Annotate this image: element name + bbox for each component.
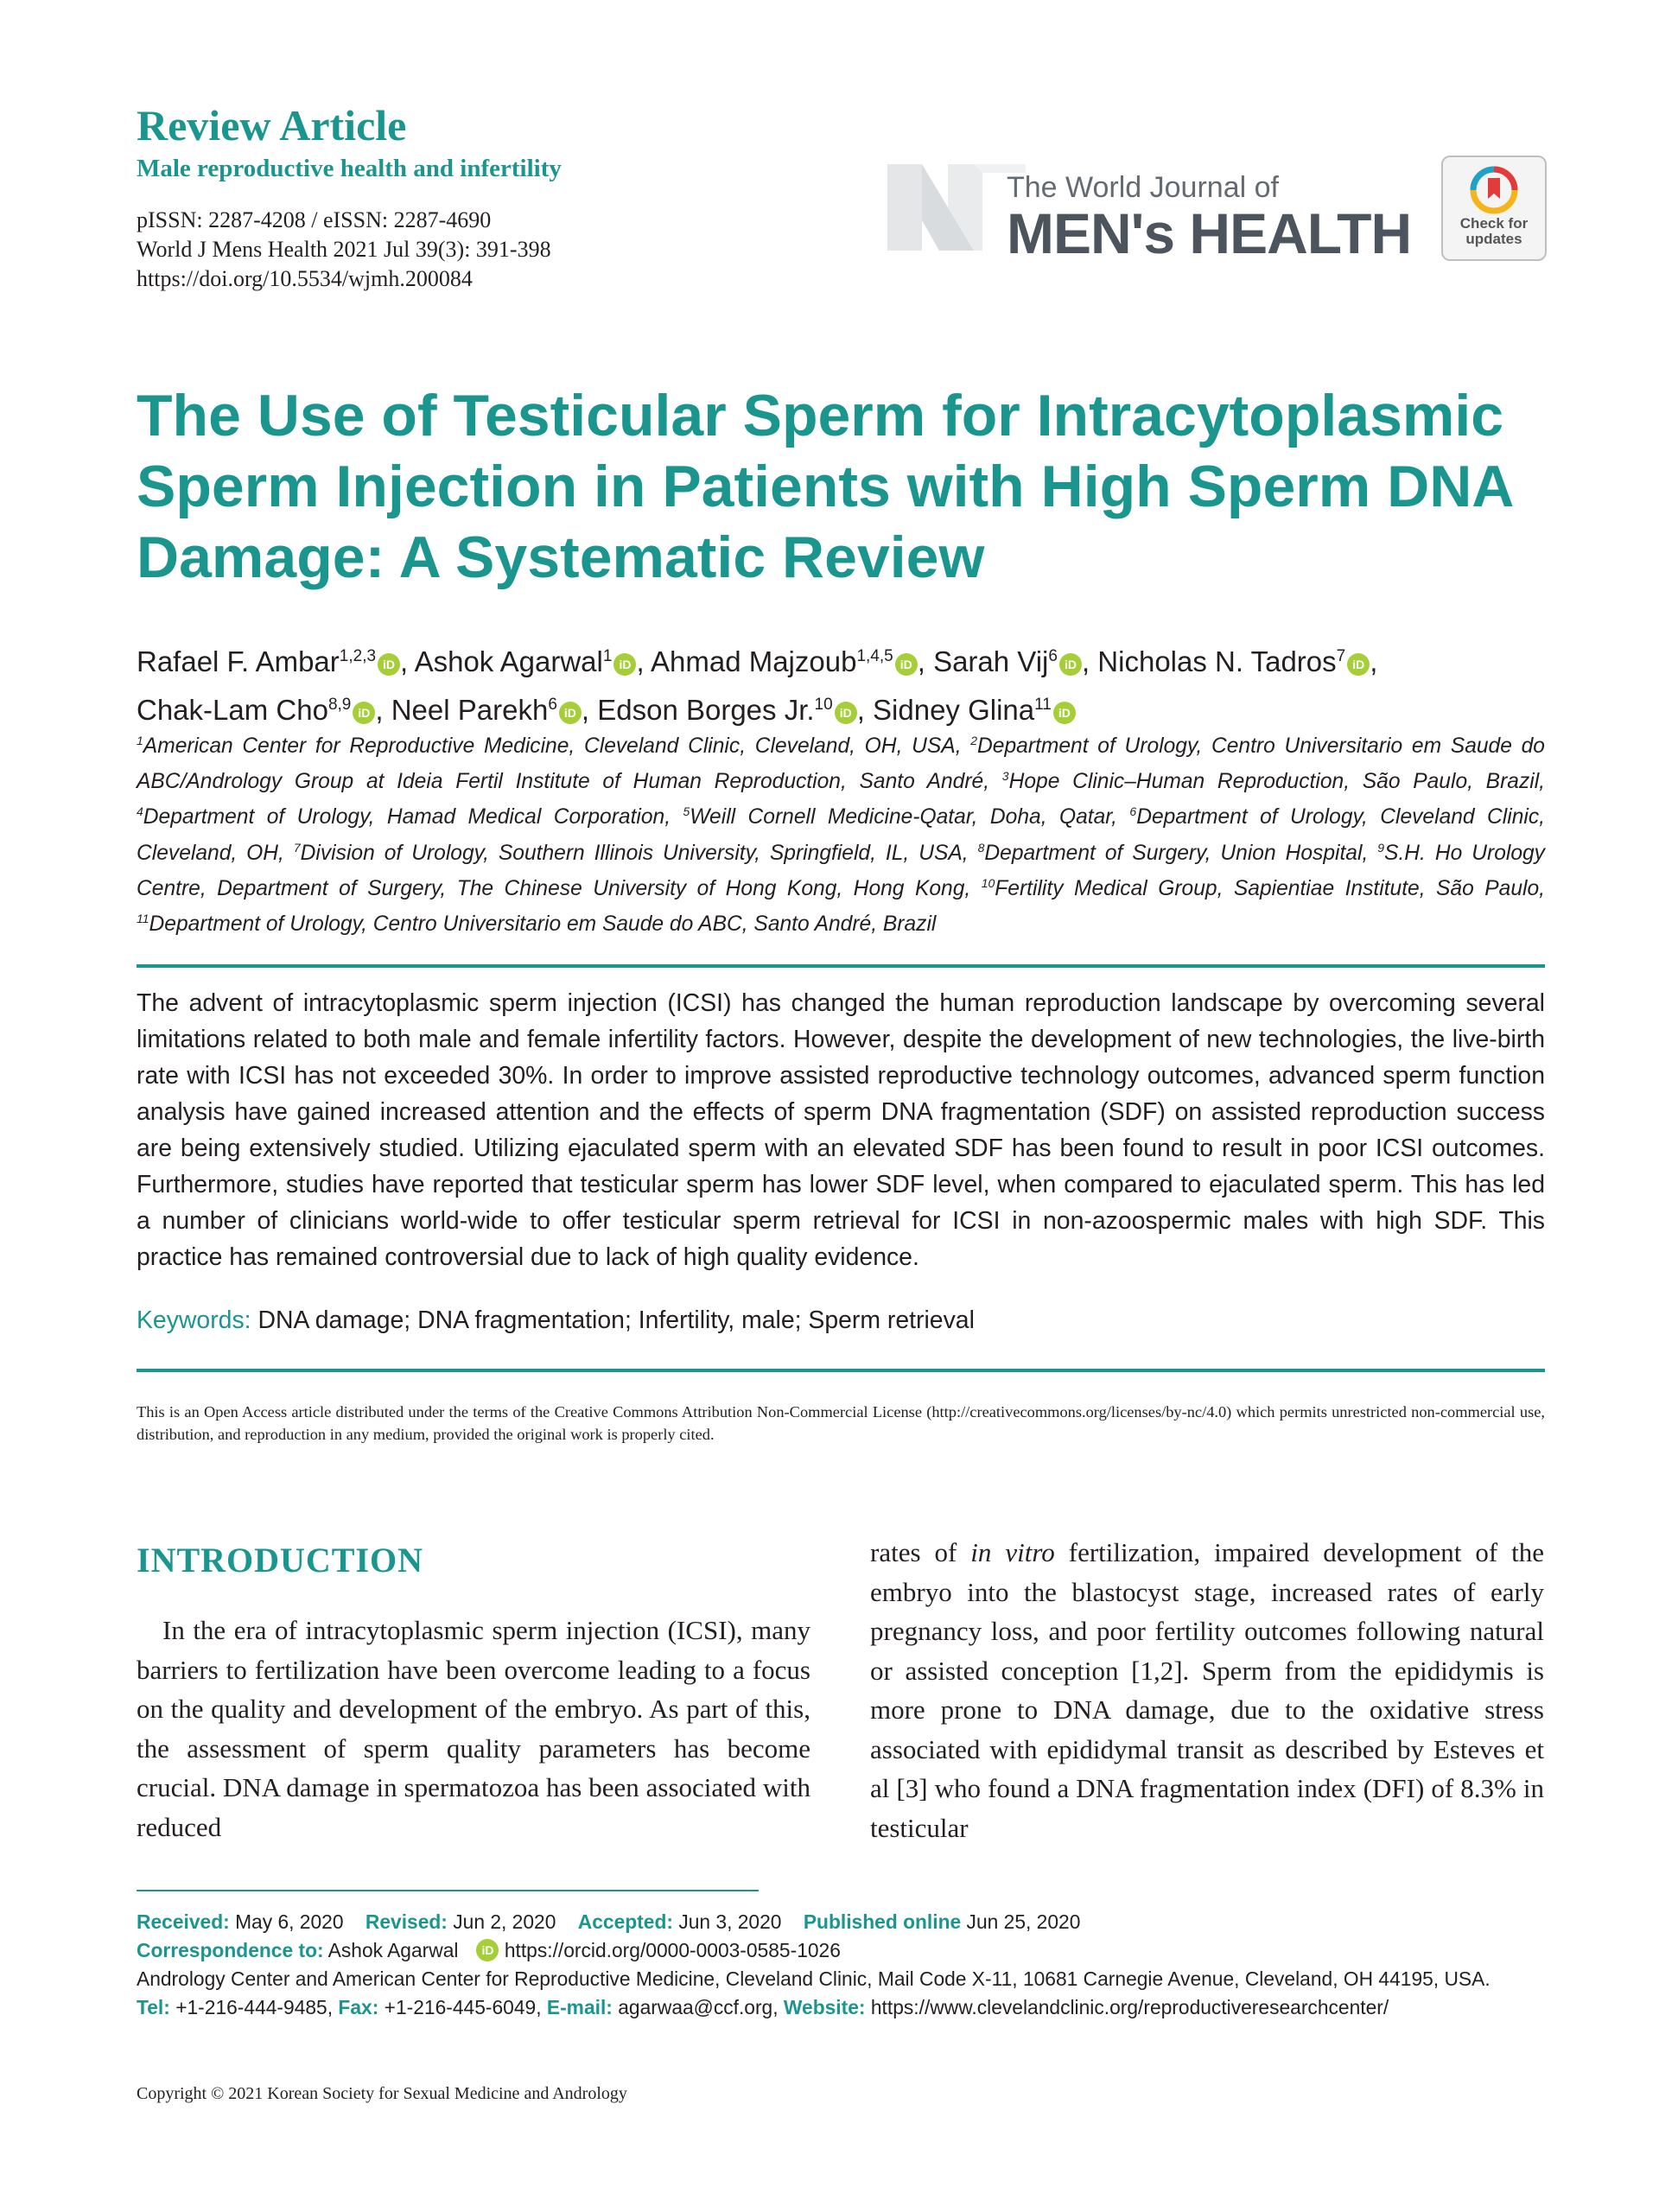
affiliation-text: Weill Cornell Medicine-Qatar, Doha, Qatar, — [690, 805, 1130, 830]
affiliation-text: Department of Urology, Cleveland Clinic, Cleveland, OH, — [137, 805, 1545, 865]
orcid-link[interactable]: https://orcid.org/0000-0003-0585-1026 — [504, 1939, 841, 1961]
author-name: Ashok Agarwal — [414, 645, 603, 677]
author-affiliation-number: 6 — [1048, 647, 1058, 665]
affiliation-number: 3 — [1001, 769, 1009, 784]
journal-logo-mark — [887, 156, 1026, 259]
affiliation-text: Division of Urology, Southern Illinois University, Springfield, IL, USA, — [300, 841, 978, 865]
author — [597, 694, 873, 726]
keywords-line — [137, 1303, 1545, 1338]
copyright-notice: Copyright © 2021 Korean Society for Sexual Medicine and Andrology — [137, 2084, 627, 2103]
intro-right-column: rates of in vitro fertilization, impaired development of the embryo into the blastocyst stage, increased rates of early pregnancy loss, and poor fertility outcomes following natural or assisted conception [1,2]. Sperm from the epididymis is more prone to DNA damage, due to the oxidative stress associated with epididymal transit as described by Esteves et al [3] who found a DNA fragmentation index (DFI) of 8.3% in testicular — [870, 1537, 1545, 1843]
author-affiliation-number: 1,4,5 — [856, 647, 893, 665]
author-separator: , — [856, 694, 874, 726]
journal-logo — [887, 156, 1423, 265]
author — [137, 694, 391, 726]
published-date: Jun 25, 2020 — [966, 1910, 1081, 1933]
orcid-icon[interactable]: iD — [895, 653, 918, 676]
affiliation-number: 6 — [1129, 804, 1137, 819]
publication-info — [137, 206, 828, 294]
issn-line: pISSN: 2287-4208 / eISSN: 2287-4690 — [137, 207, 492, 232]
section-heading-introduction: INTRODUCTION — [137, 1541, 424, 1580]
doi-link[interactable]: https://doi.org/10.5534/wjmh.200084 — [137, 266, 473, 291]
author-name: Rafael F. Ambar — [137, 645, 340, 677]
keywords-label: Keywords: — [137, 1306, 251, 1334]
author-separator: , — [1370, 645, 1378, 677]
orcid-icon[interactable]: iD — [476, 1939, 499, 1961]
author-affiliation-number: 1 — [602, 647, 613, 665]
affiliation-number: 7 — [293, 840, 301, 855]
accepted-date: Jun 3, 2020 — [678, 1910, 782, 1933]
affiliation-text: Department of Urology, Centro Universitario em Saude do ABC, Santo André, Brazil — [149, 912, 937, 937]
author — [651, 645, 933, 677]
intro-left-column: In the era of intracytoplasmic sperm injection (ICSI), many barriers to fertilization have been overcome leading to a focus on the quality and development of the embryo. As part of this, the assessment of sperm quality parameters has become crucial. DNA damage in spermatozoa has been associated with reduced — [137, 1615, 810, 1842]
author-name: Sarah Vij — [933, 645, 1049, 677]
author — [415, 645, 651, 677]
author-name: Nicholas N. Tadros — [1097, 645, 1337, 677]
author-affiliation-number: 11 — [1034, 696, 1052, 714]
author-separator: , — [636, 645, 651, 677]
author-separator: , — [581, 694, 598, 726]
affiliation-number: 10 — [981, 875, 995, 890]
author — [391, 694, 598, 726]
author-name: Sidney Glina — [873, 694, 1035, 726]
affiliation-number: 8 — [977, 840, 985, 855]
author — [1097, 645, 1377, 677]
correspondence-address: Andrology Center and American Center for Reproductive Medicine, Cleveland Clinic, Mail Code X-11, 10681 Carnegie Avenue, Cleveland, OH 44195, USA. — [137, 1967, 1491, 1990]
header-block — [137, 102, 828, 294]
website-link[interactable]: https://www.clevelandclinic.org/reproductiveresearchcenter/ — [870, 1996, 1389, 2018]
author-name: Ahmad Majzoub — [650, 645, 857, 677]
journal-name-line2: MEN's HEALTH — [1007, 201, 1412, 265]
author-affiliation-number: 7 — [1336, 647, 1346, 665]
italic-in-vitro: in vitro — [970, 1537, 1055, 1567]
abstract-bottom-rule — [137, 1369, 1545, 1372]
author-name: Edson Borges Jr. — [597, 694, 815, 726]
affiliation-number: 5 — [683, 804, 690, 819]
affiliation-number: 4 — [137, 804, 143, 819]
author — [873, 694, 1076, 726]
author-separator: , — [917, 645, 934, 677]
received-date: May 6, 2020 — [235, 1910, 344, 1933]
affiliation-number: 2 — [970, 734, 978, 747]
article-type: Review Article — [137, 101, 407, 149]
author-name: Neel Parekh — [391, 694, 549, 726]
orcid-icon[interactable]: iD — [1347, 653, 1370, 676]
revised-date: Jun 2, 2020 — [453, 1910, 556, 1933]
author-name: Chak-Lam Cho — [137, 694, 328, 726]
orcid-icon[interactable]: iD — [1059, 653, 1082, 676]
correspondence-line: Correspondence to: Ashok Agarwal iD https://orcid.org/0000-0003-0585-1026 — [137, 1939, 841, 1961]
keywords-text: DNA damage; DNA fragmentation; Infertility, male; Sperm retrieval — [257, 1306, 975, 1334]
fax: +1-216-445-6049, — [384, 1996, 542, 2018]
affiliation-number: 11 — [137, 911, 149, 925]
check-updates-label: Check for updates — [1459, 215, 1529, 247]
affiliation-text: S.H. Ho Urology Centre, Department of Surgery, The Chinese University of Hong Kong, Hong Kong, — [137, 841, 1545, 900]
affiliation-text: American Center for Reproductive Medicine, Cleveland Clinic, Cleveland, OH, USA, — [143, 734, 971, 759]
abstract-top-rule — [137, 964, 1545, 968]
orcid-icon[interactable]: iD — [613, 653, 636, 676]
affiliation-list — [137, 726, 1545, 939]
author-affiliation-number: 1,2,3 — [339, 647, 377, 665]
journal-name-line1: The World Journal of — [1007, 171, 1279, 204]
author-separator: , — [375, 694, 391, 726]
orcid-icon[interactable]: iD — [378, 653, 400, 676]
footer-rule — [137, 1890, 759, 1891]
telephone: +1-216-444-9485, — [175, 1996, 334, 2018]
author-list — [137, 635, 1554, 732]
email-link[interactable]: agarwaa@ccf.org, — [618, 1996, 779, 2018]
article-subject: Male reproductive health and infertility — [137, 155, 562, 182]
citation-line: World J Mens Health 2021 Jul 39(3): 391-398 — [137, 237, 551, 262]
license-notice: This is an Open Access article distributed under the terms of the Creative Commons Attribution Non-Commercial License (http://creativecommons.org/licenses/by-nc/4.0) which permits unrestricted non-commercial use, distribution, and reproduction in any medium, provided the original work is properly cited. — [137, 1403, 1545, 1443]
affiliation-number: 9 — [1377, 840, 1385, 855]
check-updates-icon — [1443, 157, 1545, 218]
author-affiliation-number: 10 — [814, 696, 833, 714]
orcid-icon[interactable]: iD — [353, 702, 375, 724]
contact-line: Tel: +1-216-444-9485, Fax: +1-216-445-6049, E-mail: agarwaa@ccf.org, Website: https://www.clevelandclinic.org/reproductiveresearchcenter/ — [137, 1996, 1389, 2018]
author — [137, 645, 415, 677]
affiliation-text: Department of Urology, Centro Universitario em Saude do ABC/Andrology Group at Ideia Fertil Institute of Human Reproduction, Santo André, — [137, 734, 1545, 794]
author-separator: , — [400, 645, 415, 677]
author-affiliation-number: 8,9 — [327, 696, 352, 714]
author-separator: , — [1081, 645, 1098, 677]
orcid-icon[interactable]: iD — [559, 702, 582, 724]
orcid-icon[interactable]: iD — [835, 702, 857, 724]
affiliation-text: Hope Clinic–Human Reproduction, São Paulo, Brazil, — [1008, 770, 1546, 794]
correspondent-name: Ashok Agarwal — [327, 1939, 459, 1961]
affiliation-text: Fertility Medical Group, Sapientiae Institute, São Paulo, — [995, 876, 1545, 900]
affiliation-text: Department of Surgery, Union Hospital, — [984, 841, 1378, 865]
abstract-text: The advent of intracytoplasmic sperm injection (ICSI) has changed the human reproduction landscape by overcoming several limitations related to both male and female infertility factors. However, despite the development of new technologies, the live-birth rate with ICSI has not exceeded 30%. In order to improve assisted reproductive technology outcomes, advanced sperm function analysis have gained increased attention and the effects of sperm DNA fragmentation (SDF) on assisted reproduction success are being extensively studied. Utilizing ejaculated sperm with an elevated SDF has been found to result in poor ICSI outcomes. Furthermore, studies have reported that testicular sperm has lower SDF level, when compared to ejaculated sperm. This has led a number of clinicians world-wide to offer testicular sperm retrieval for ICSI in non-azoospermic males with high SDF. This practice has remained controversial due to lack of high quality evidence. — [137, 989, 1545, 1271]
article-title: The Use of Testicular Sperm for Intracytoplasmic Sperm Injection in Patients with High Sperm DNA Damage: A Systematic Review — [137, 383, 1512, 590]
author — [933, 645, 1097, 677]
dates-line: Received: May 6, 2020 Revised: Jun 2, 2020 Accepted: Jun 3, 2020 Published online Jun 25, 2020 — [137, 1910, 1081, 1933]
author-affiliation-number: 6 — [548, 696, 557, 714]
check-for-updates-badge[interactable] — [1441, 156, 1547, 261]
affiliation-text: Department of Urology, Hamad Medical Corporation, — [143, 805, 683, 830]
orcid-icon[interactable]: iD — [1053, 702, 1076, 724]
affiliation-number: 1 — [137, 734, 143, 747]
article-footer — [137, 1908, 1554, 2022]
